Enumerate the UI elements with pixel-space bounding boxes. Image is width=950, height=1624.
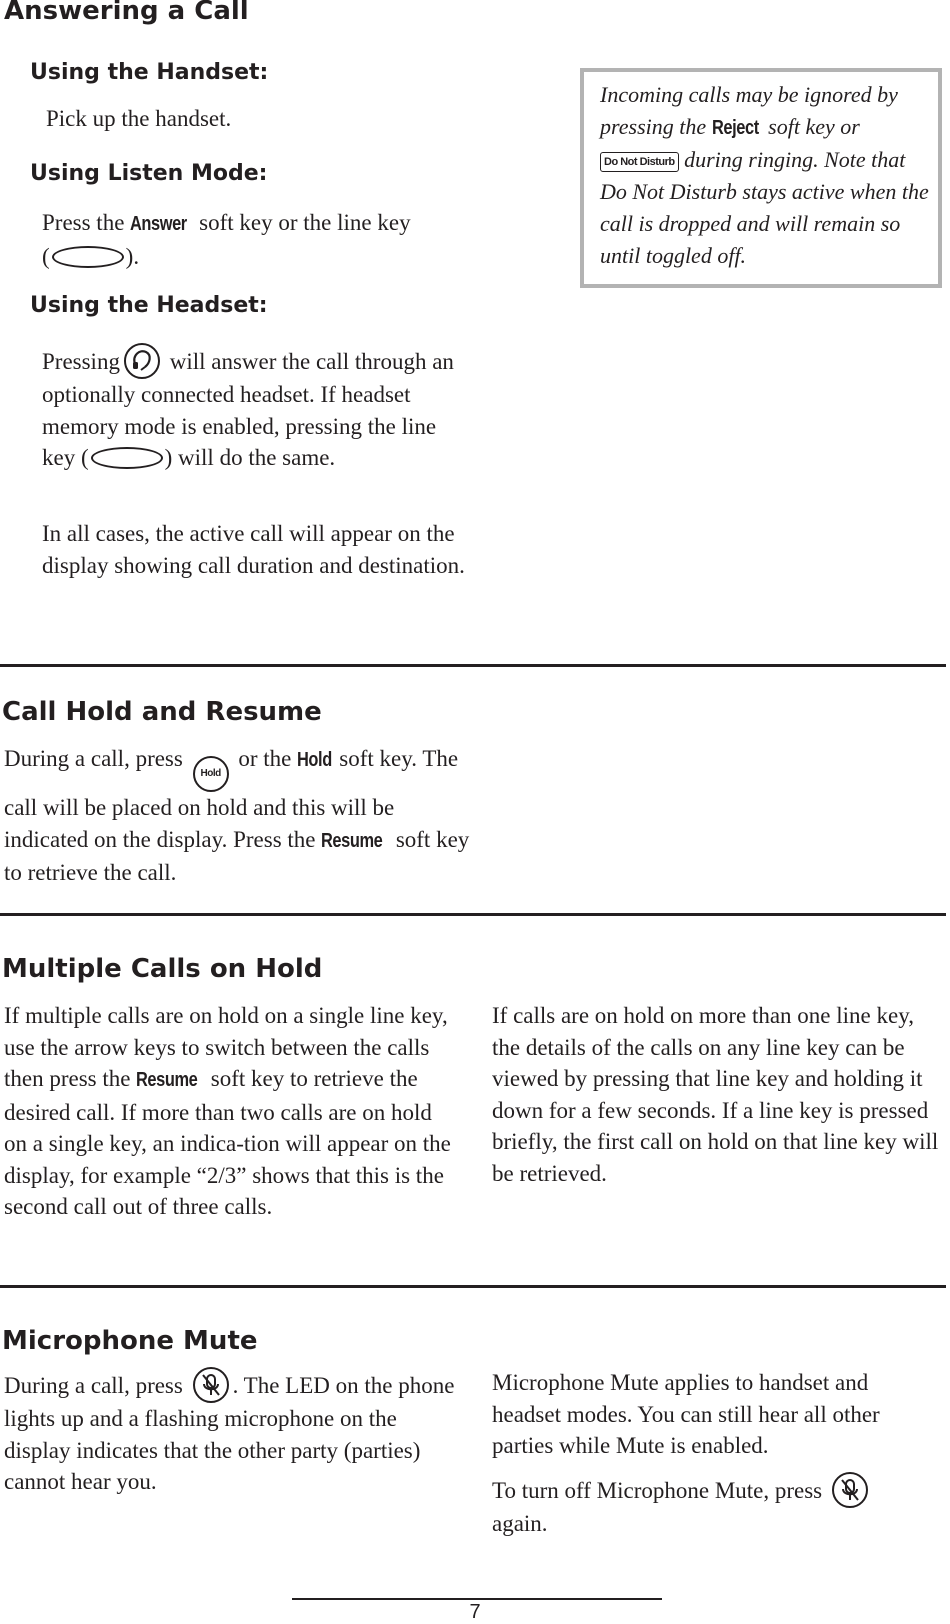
- mute-right-text-2: To turn off Microphone Mute, press again.: [492, 1472, 942, 1540]
- headset-icon: [124, 343, 160, 379]
- reject-softkey-label: Reject: [711, 117, 759, 139]
- line-key-oval-icon: [52, 246, 124, 268]
- page-number: 7: [469, 1601, 481, 1623]
- section-title-hold: Call Hold and Resume: [2, 697, 322, 727]
- line-key-oval-icon: [91, 447, 163, 469]
- headset-summary-text: In all cases, the active call will appear on the display showing call duration and destination.: [42, 521, 465, 578]
- subheading-handset: Using the Handset:: [30, 60, 269, 85]
- hold-softkey-label: Hold: [297, 749, 332, 771]
- answer-softkey-label: Answer: [130, 213, 187, 235]
- section-divider: [0, 913, 946, 916]
- section-title-mute: Microphone Mute: [2, 1326, 258, 1356]
- mute-right-text: Microphone Mute applies to handset and headset modes. You can still hear all other parties while Mute is enabled.: [492, 1370, 880, 1458]
- mute-left-text: During a call, press . The LED on the phone lights up and a flashing microphone on the display indicates that the other party (parties) cannot hear you.: [4, 1367, 458, 1498]
- do-not-disturb-key-icon: Do Not Disturb: [600, 152, 679, 172]
- multiple-right-text: If calls are on hold on more than one line key, the details of the calls on any line key can be viewed by pressing that line key and holding it down for a few seconds. If a line key is pressed briefly, the first call on hold on that line key will be retrieved.: [492, 1003, 939, 1186]
- microphone-mute-icon: [193, 1367, 229, 1403]
- resume-softkey-label: Resume: [136, 1069, 198, 1091]
- note-text: Incoming calls may be ignored by pressing the Reject soft key or Do Not Disturb during ringing. Note that Do Not Disturb stays active when the call is dropped and will remain so until toggled off.: [600, 82, 929, 268]
- section-divider: [0, 664, 946, 667]
- resume-softkey-label: Resume: [321, 829, 383, 852]
- handset-text: Pick up the handset.: [46, 106, 232, 131]
- subheading-listen-mode: Using Listen Mode:: [30, 161, 268, 186]
- section-title-answering: Answering a Call: [4, 0, 249, 26]
- subheading-headset: Using the Headset:: [30, 293, 268, 318]
- listen-mode-text: Press the Answer soft key or the line key ( ).: [42, 210, 411, 269]
- microphone-mute-icon: [832, 1472, 868, 1508]
- headset-text: Pressing will answer the call through an optionally connected headset. If headset memory mode is enabled, pressing the line key ( ) will do the same.: [42, 343, 462, 474]
- hold-text: During a call, press Hold or the Hold soft key. The call will be placed on hold and this will be indicated on the display. Press the Resume soft key to retrieve the call.: [4, 746, 470, 885]
- section-divider: [0, 1285, 946, 1288]
- multiple-left-text: If multiple calls are on hold on a single line key, use the arrow keys to switch between the calls then press the Resume soft key to retrieve the desired call. If more than two calls are on hold on a single key, an indica-tion will appear on the display, for example “2/3” shows that this is the second call out of three calls.: [4, 1003, 451, 1219]
- section-title-multiple: Multiple Calls on Hold: [2, 954, 323, 984]
- hold-button-icon: Hold: [193, 756, 229, 792]
